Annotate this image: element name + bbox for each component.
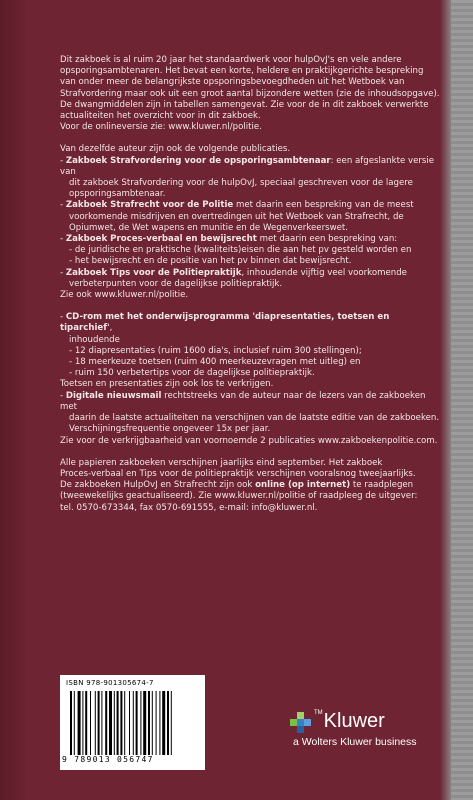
barcode-bar (162, 691, 165, 755)
publication-text: , inhoudende vijftig veel voorkomende (241, 267, 407, 278)
barcode-bar (148, 691, 150, 755)
outro-line (60, 480, 440, 491)
barcode-digits: 9 789013 056747 (62, 755, 154, 764)
barcode-bar (124, 691, 125, 755)
outro-line: (tweewekelijks geactualiseerd). Zie www.kluwer.nl/politie of raadpleeg de uitgever: (60, 491, 418, 502)
barcode-bar (85, 691, 87, 755)
cdrom-list-item: - ruim 150 verbetertips voor de dagelijkse politiepraktijk. (69, 368, 315, 379)
intro-line: van onder meer de belangrijkste opsporingsbevoegdheden uit het Wetboek van (60, 77, 405, 88)
barcode-bar (133, 691, 134, 755)
intro-line: Voor de onlineversie zie: www.kluwer.nl/politie. (60, 122, 262, 133)
outro-text: te raadplegen (350, 480, 414, 491)
barcode-bar (74, 691, 75, 755)
publications-web: Zie ook www.kluwer.nl/politie. (60, 290, 189, 301)
newsmail-title: Digitale nieuwsmail (65, 390, 162, 401)
barcode (68, 691, 198, 755)
publication-text: - het bewijsrecht en de positie van het pv binnen dat bewijsrecht. (69, 256, 352, 267)
cdrom-text: , (109, 323, 113, 334)
outro-line: Alle papieren zakboeken verschijnen jaarlijks eind september. Het zakboek (60, 457, 383, 468)
publication-title: Zakboek Proces-verbaal en bewijsrecht (65, 234, 257, 245)
barcode-bar (105, 691, 107, 755)
publication-title: Zakboek Strafvordering voor de opsporingsambtenaar (65, 155, 331, 166)
cover-text (60, 55, 440, 514)
newsmail-item: - Digitale nieuwsmail rechtstreeks van de auteur naar de lezers van de zakboeken met (60, 390, 426, 412)
publication-item: - Zakboek Tips voor de Politiepraktijk, inhoudende vijftig veel voorkomende (60, 267, 407, 278)
cdrom-title: CD-rom met het onderwijsprogramma 'diapresentaties, toetsen en tiparchief' (60, 312, 390, 334)
isbn-barcode-box (60, 675, 205, 770)
publication-title: Zakboek Tips voor de Politiepraktijk (65, 267, 242, 278)
barcode-bar (95, 691, 96, 755)
cdrom-text: Toetsen en presentaties zijn ook los te verkrijgen. (60, 379, 274, 390)
barcode-bar (152, 691, 153, 755)
publication-title: Zakboek Strafrecht voor de Politie (65, 200, 234, 211)
intro-line: De dwangmiddelen zijn in tabellen samengevat. Zie voor de in dit zakboek verwerkte (60, 99, 429, 110)
barcode-bar (90, 691, 91, 755)
cdrom-list-item: - 18 meerkeuze toetsen (ruim 400 meerkeuzevragen met uitleg) en (69, 357, 361, 368)
barcode-bar (120, 691, 122, 755)
online-emphasis: online (op internet) (255, 480, 351, 491)
barcode-bar (140, 691, 141, 755)
publication-text: Opiumwet, de Wet wapens en munitie en de Wegenverkeerswet. (69, 222, 349, 233)
trademark: TM (314, 710, 323, 716)
publications-heading: Van dezelfde auteur zijn ook de volgende publicaties. (60, 144, 291, 155)
cdrom-item: - CD-rom met het onderwijsprogramma 'diapresentaties, toetsen en tiparchief', (60, 312, 390, 334)
outro-text: De zakboeken HulpOvJ en Strafrecht zijn ook (60, 480, 256, 491)
logo-tagline: a Wolters Kluwer business (293, 736, 417, 748)
barcode-bar (136, 691, 138, 755)
intro-line: opsporingsambtenaren. Het bevat een korte, heldere en praktijkgerichte bespreking (60, 66, 424, 77)
publication-item: - Zakboek Strafvordering voor de opsporingsambtenaar: een afgeslankte versie van (60, 155, 435, 177)
intro-line: Dit zakboek is al ruim 20 jaar het standaardwerk voor hulpOvJ's en vele andere (60, 55, 402, 65)
publication-text: - de juridische en praktische (kwaliteits)eisen die aan het pv gesteld worden en (69, 245, 412, 256)
page-edges (451, 0, 473, 800)
barcode-bar (82, 691, 83, 755)
barcode-bar (114, 691, 115, 755)
barcode-bar (117, 691, 119, 755)
publication-text: opsporingsambtenaar. (69, 189, 166, 200)
newsmail-text: rechtstreeks van de auteur naar de lezers van de zakboeken met (60, 390, 426, 412)
newsmail-text: Verschijningsfrequentie ongeveer 15x per jaar. (69, 424, 271, 435)
barcode-bar (129, 691, 130, 755)
cdrom-list-item: - 12 diapresentaties (ruim 1600 dia's, inclusief ruim 300 stellingen); (69, 345, 362, 356)
publication-item: - Zakboek Strafrecht voor de Politie met daarin een bespreking van de meest (60, 200, 414, 211)
isbn-label: ISBN 978-901305674-7 (66, 679, 154, 687)
kluwer-logo (288, 710, 448, 760)
barcode-bar (143, 691, 146, 755)
barcode-bar (109, 691, 112, 755)
publication-text: voorkomende misdrijven en overtredingen uit het Wetboek van Strafrecht, de (69, 211, 404, 222)
cdrom-text: inhoudende (69, 334, 120, 345)
publication-text: met daarin een bespreking van: (256, 234, 398, 245)
newsmail-text: daarin de laatste actualiteiten na verschijnen van de laatste editie van de zakboeken. (69, 413, 440, 424)
logo-wordmark: Kluwer (323, 710, 385, 732)
intro-line: actualiteiten het overzicht voor in dit zakboek. (60, 111, 261, 122)
barcode-bar (167, 691, 169, 755)
barcode-bar (159, 691, 160, 755)
barcode-bar (101, 691, 102, 755)
outro-line: tel. 0570-673344, fax 0570-691555, e-mail: info@kluwer.nl. (60, 502, 318, 513)
availability-text: Zie voor de verkrijgbaarheid van voornoemde 2 publicaties www.zakboekenpolitie.com. (60, 435, 438, 446)
barcode-bar (156, 691, 157, 755)
barcode-bar (78, 691, 81, 755)
barcode-bar (98, 691, 100, 755)
intro-line: Strafvordering maar ook uit een groot aantal bijzondere wetten (zie de inhoudsopgave). (60, 88, 440, 99)
barcode-bar (171, 691, 172, 755)
kluwer-mark-icon (290, 712, 312, 734)
logo-name (314, 710, 385, 733)
publication-text: verbeterpunten voor de dagelijkse politiepraktijk. (69, 278, 283, 289)
publication-text: : een afgeslankte versie van (60, 155, 435, 177)
publication-item: - Zakboek Proces-verbaal en bewijsrecht met daarin een bespreking van: (60, 234, 398, 245)
publication-text: met daarin een bespreking van de meest (233, 200, 414, 211)
outro-line: Proces-verbaal en Tips voor de politiepraktijk verschijnen vooralsnog tweejaarlijks. (60, 468, 416, 479)
publication-text: dit zakboek Strafvordering voor de hulpOvJ, speciaal geschreven voor de lagere (69, 178, 413, 189)
barcode-bar (70, 691, 72, 755)
